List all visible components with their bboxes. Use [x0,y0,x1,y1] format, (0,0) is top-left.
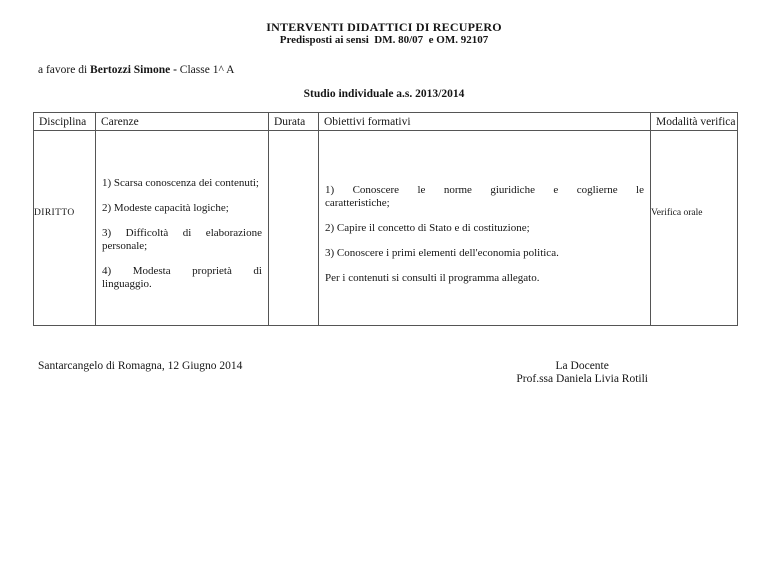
obiettivi-item-2: 2) Capire il concetto di Stato e di costituzione; [325,221,530,234]
carenze-item-3: 3) Difficoltà di elaborazione personale; [102,227,262,252]
student-name: Bertozzi Simone - [90,64,180,76]
recipient-prefix: a favore di [38,64,91,76]
cell-carenze [96,131,269,326]
table-header-row [34,113,738,131]
recipient-line [38,64,768,77]
class-label: Classe 1^ A [179,64,235,76]
obiettivi-item-3: 3) Conoscere i primi elementi dell'economia politica. [325,246,559,259]
column-header-modalita: Modalità verifica [651,113,738,131]
place-date: Santarcangelo di Romagna, 12 Giugno 2014 [38,360,243,372]
document-title: INTERVENTI DIDATTICI DI RECUPERO [266,20,502,34]
table-row [34,131,738,326]
column-header-obiettivi: Obiettivi formativi [319,113,651,131]
recovery-plan-table [33,112,738,326]
study-plan-title: Studio individuale a.s. 2013/2014 [303,88,465,100]
carenze-item-2: 2) Modeste capacità logiche; [102,202,229,214]
document-subtitle-law: Predisposti ai sensi DM. 80/07 e OM. 92107 [279,34,489,46]
cell-modalita-verifica: Verifica orale [651,131,738,326]
signature-block [516,360,648,386]
signature-role: La Docente [555,360,609,372]
cell-obiettivi [319,131,651,326]
document-footer [0,360,768,386]
obiettivi-note: Per i contenuti si consulti il programma allegato. [325,271,540,284]
cell-durata [269,131,319,326]
column-header-carenze: Carenze [96,113,269,131]
column-header-durata: Durata [269,113,319,131]
column-header-disciplina: Disciplina [34,113,96,131]
obiettivi-item-1: 1) Conoscere le norme giuridiche e coglierne le caratteristiche; [325,183,644,209]
document-page [0,21,768,564]
signature-name: Prof.ssa Daniela Livia Rotili [516,373,648,385]
carenze-item-1: 1) Scarsa conoscenza dei contenuti; [102,177,259,189]
carenze-item-4: 4) Modesta proprietà di linguaggio. [102,265,262,290]
cell-disciplina: DIRITTO [34,131,96,326]
